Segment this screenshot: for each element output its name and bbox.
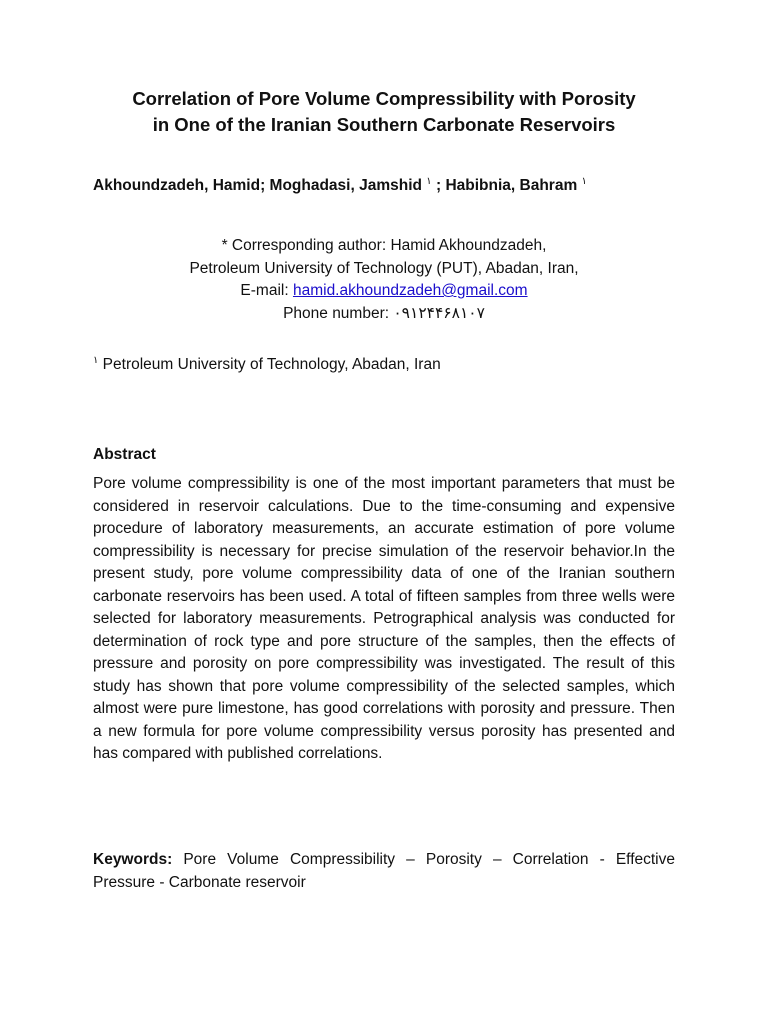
corresponding-author-block xyxy=(60,235,708,325)
keywords-text: Pore Volume Compressibility – Porosity – Correlation - Effective Pressure - Carbonate reservoir xyxy=(93,851,675,891)
email-link[interactable]: hamid.akhoundzadeh@gmail.com xyxy=(292,282,528,299)
author-names-2: ; Habibnia, Bahram xyxy=(435,177,578,194)
email-label: E-mail: xyxy=(240,282,293,299)
keywords-label: Keywords: xyxy=(93,851,173,868)
affiliation-marker: ۱ xyxy=(93,354,99,366)
abstract-heading: Abstract xyxy=(93,446,156,463)
keywords-block xyxy=(93,849,675,894)
email-line xyxy=(60,280,708,303)
phone-number: ۰۹۱۲۴۴۶۸۱۰۷ xyxy=(393,304,485,322)
corresponding-institution-line: Petroleum University of Technology (PUT), Abadan, Iran, xyxy=(189,259,579,277)
affiliation-marker: ۱ xyxy=(426,175,432,187)
title-line-1: Correlation of Pore Volume Compressibility with Porosity xyxy=(132,88,636,109)
title-line-2: in One of the Iranian Southern Carbonate Reservoirs xyxy=(152,114,616,135)
author-names-1: Akhoundzadeh, Hamid; Moghadasi, Jamshid xyxy=(93,177,422,194)
affiliation-text: Petroleum University of Technology, Abadan, Iran xyxy=(98,356,441,373)
author-list xyxy=(93,176,587,196)
abstract-body: Pore volume compressibility is one of the most important parameters that must be considered in reservoir calculations. Due to the time-consuming and expensive procedure of laboratory measurements, an accurate estimation of pore volume compressibility is necessary for precise simulation of the reservoir behavior.In the present study, pore volume compressibility data of one of the Iranian southern carbonate reservoirs has been used. A total of fifteen samples from three wells were selected for laboratory measurements. Petrographical analysis was conducted for determination of rock type and pore structure of the samples, then the effects of pressure and porosity on pore compressibility was investigated. The result of this study has shown that pore volume compressibility of the selected samples, which almost were pure limestone, has good correlations with porosity and pressure. Then a new formula for pore volume compressibility versus porosity has presented and has compared with published correlations. xyxy=(93,475,675,762)
paper-title xyxy=(60,86,708,138)
corresponding-author-line: * Corresponding author: Hamid Akhoundzadeh, xyxy=(221,237,547,254)
affiliation-marker: ۱ xyxy=(581,175,587,187)
phone-label: Phone number: xyxy=(283,304,394,322)
phone-line xyxy=(60,303,708,326)
affiliation-note xyxy=(93,354,441,376)
